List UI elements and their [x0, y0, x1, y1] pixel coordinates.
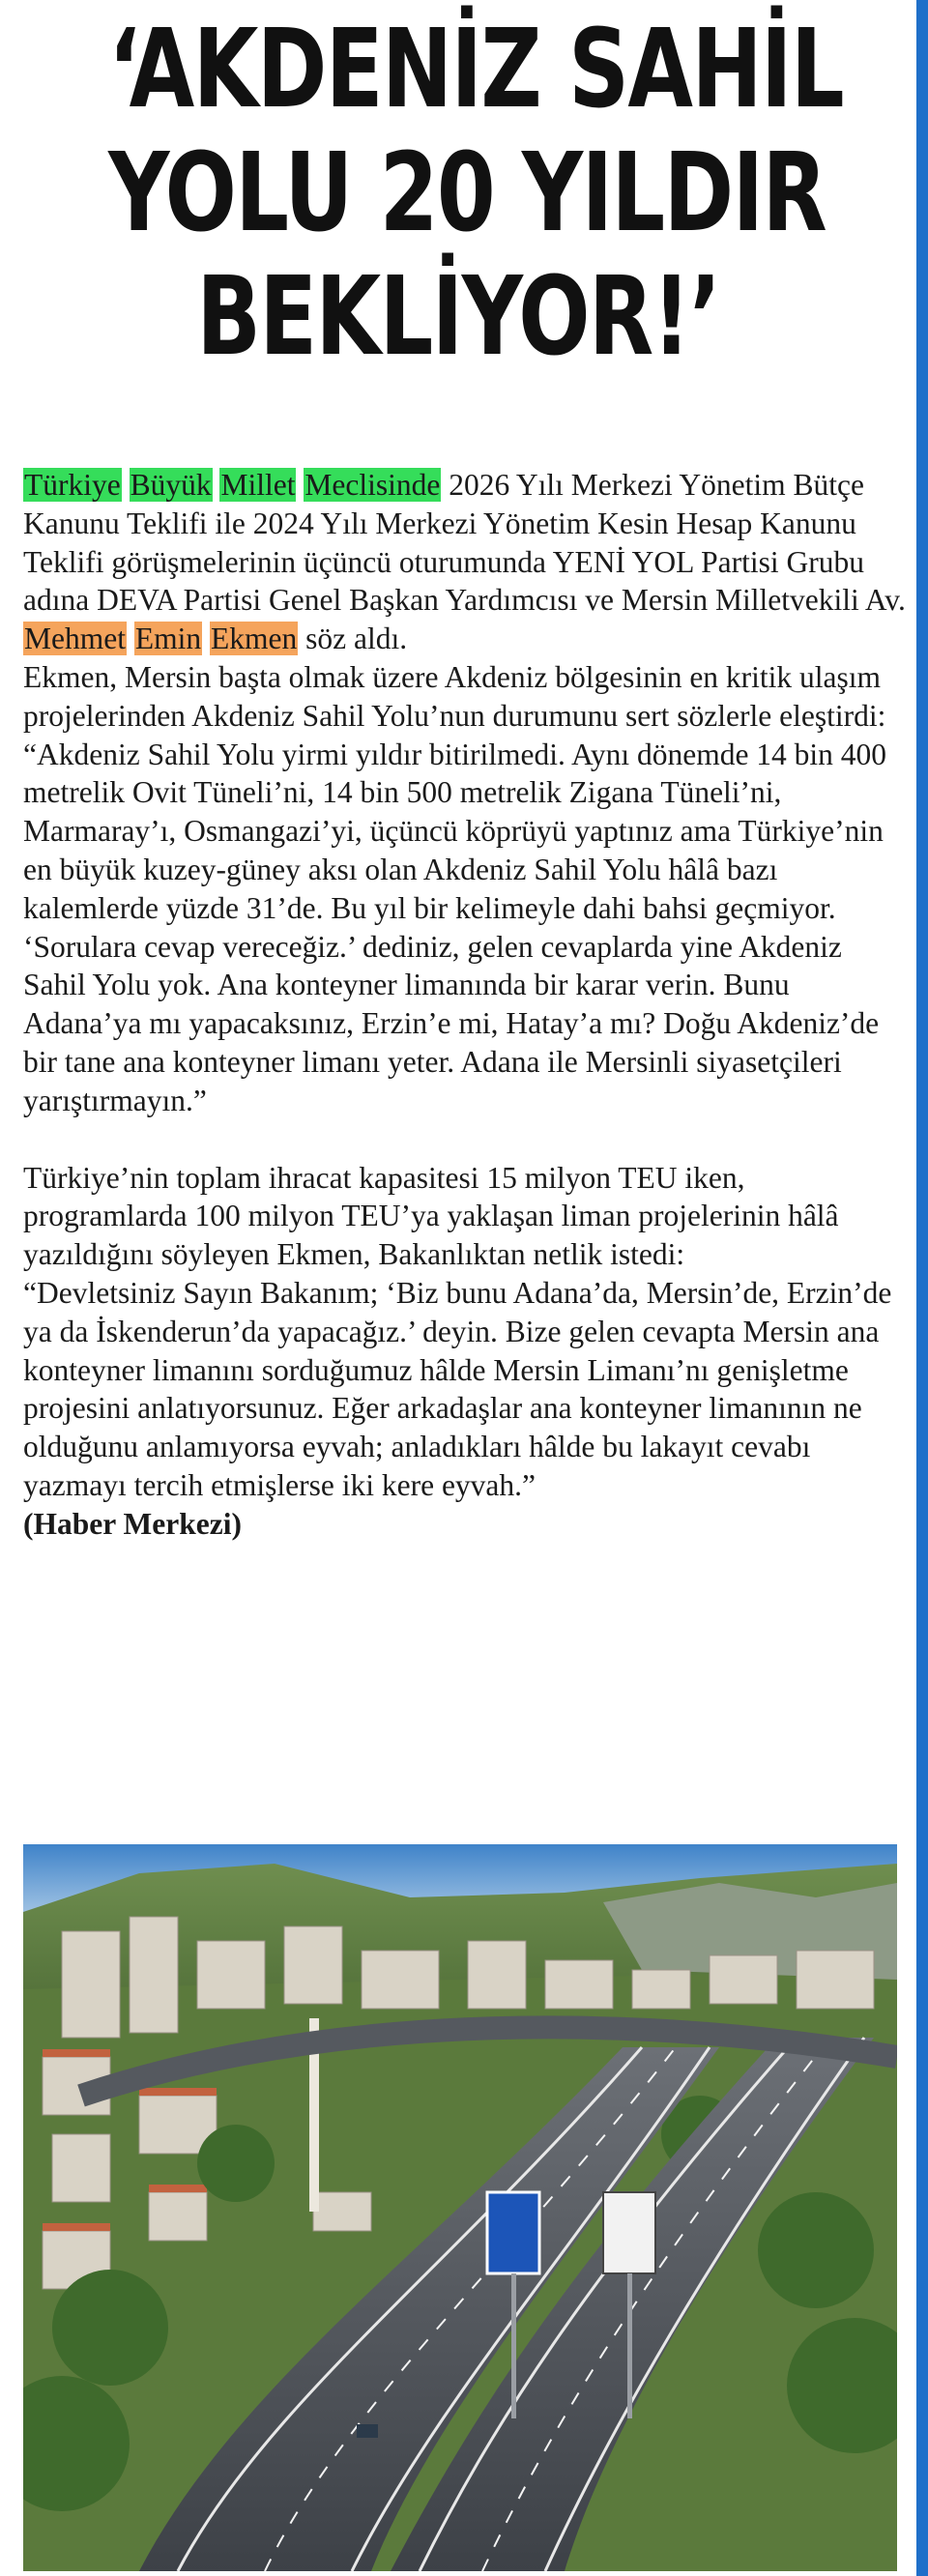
highlighted-word: Meclisinde — [304, 468, 441, 502]
paragraph-export-capacity: Türkiye’nin toplam ihracat kapasitesi 15 milyon TEU iken, programlarda 100 milyon TEU’ya yaklaşan liman projelerinin hâlâ yazıldığını söyleyen Ekmen, Bakanlıktan netlik istedi: — [23, 1160, 839, 1272]
headline-line-3: BEKLİYOR!’ — [196, 254, 720, 380]
headline — [108, 7, 844, 380]
page-edge-accent-bar — [916, 0, 928, 2576]
article-body — [23, 466, 909, 1544]
paragraph-gap — [23, 1120, 909, 1159]
highlighted-name: Ekmen — [210, 622, 298, 656]
highlighted-word: Büyük — [130, 468, 212, 502]
byline: (Haber Merkezi) — [23, 1506, 242, 1541]
quote-paragraph-2: “Devletsiniz Sayın Bakanım; ‘Biz bunu Adana’da, Mersin’de, Erzin’de ya da İskenderun’da yapacağız.’ deyin. Bize gelen cevapta Mersin ana konteyner limanını sorduğumuz hâlde Mersin Limanı’nı genişletme projesini anlatıyorsunuz. Eğer arkadaşlar ana konteyner limanının ne olduğunu anlamıyorsa eyvah; anladıkları hâlde bu lakayıt cevabı yazmayı tercih etmişlerse iki kere eyvah.” — [23, 1275, 892, 1502]
intro-text-end: söz aldı. — [298, 622, 408, 656]
intro-paragraph — [23, 466, 909, 658]
headline-line-2: YOLU 20 YILDIR — [108, 130, 826, 256]
intro-text: 2026 Yılı Merkezi Yönetim Bütçe Kanunu Teklifi ile 2024 Yılı Merkezi Yönetim Kesin Hesap Kanunu Teklifi görüşmelerinin üçüncü oturumunda YENİ YOL Partisi Grubu adına DEVA Partisi Genel Başkan Yardımcısı ve Mersin Milletvekili Av. — [23, 468, 906, 618]
highlighted-name: Emin — [134, 622, 202, 656]
paragraph-criticism: Ekmen, Mersin başta olmak üzere Akdeniz bölgesinin en kritik ulaşım projelerinden Akdeniz Sahil Yolu’nun durumunu sert sözlerle eleştirdi: — [23, 659, 886, 733]
highway-photo — [23, 1844, 897, 2571]
highlighted-word: Millet — [220, 468, 296, 502]
quote-paragraph-1: “Akdeniz Sahil Yolu yirmi yıldır bitirilmedi. Aynı dönemde 14 bin 400 metrelik Ovit Tüneli’ni, 14 bin 500 metrelik Zigana Tüneli’ni, Marmaray’ı, Osmangazi’yi, üçüncü köprüyü yaptınız ama Türkiye’nin en büyük kuzey-güney aksı olan Akdeniz Sahil Yolu hâlâ bazı kalemlerde yüzde 31’de. Bu yıl bir kelimeyle dahi bahsi geçmiyor. ‘Sorulara cevap vereceğiz.’ dediniz, gelen cevaplarda yine Akdeniz Sahil Yolu yok. Ana konteyner limanında bir karar verin. Bunu Adana’ya mı yapacaksınız, Erzin’e mi, Hatay’a mı? Doğu Akdeniz’de bir tane ana konteyner limanı yeter. Adana ile Mersinli siyasetçileri yarıştırmayın.” — [23, 737, 887, 1117]
highlighted-word: Türkiye — [24, 468, 121, 502]
headline-line-1: ‘AKDENİZ SAHİL — [108, 7, 844, 132]
highlighted-name: Mehmet — [24, 622, 126, 656]
